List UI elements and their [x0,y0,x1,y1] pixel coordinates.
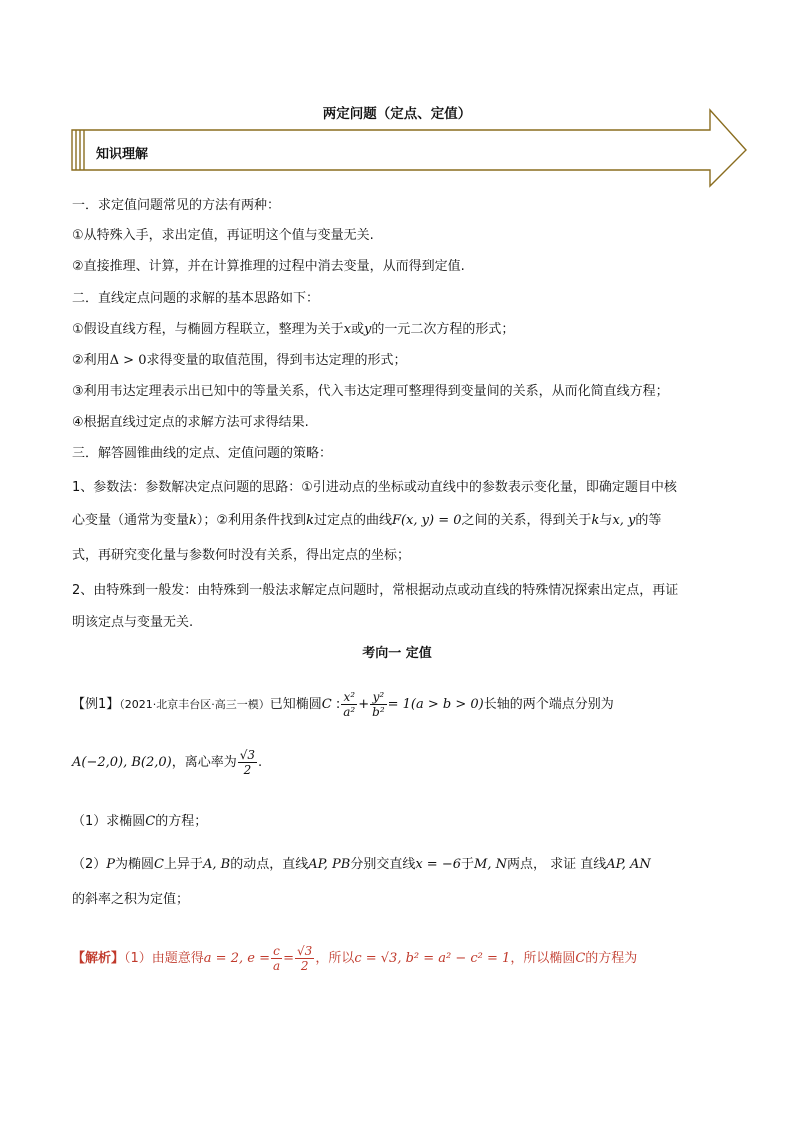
fraction: $\frac{\text{y²}}{\text{b²}}$ [372,690,385,719]
fraction: $\frac{c}{a}$ [272,944,281,973]
page-title: 两定问题（定点、定值） [322,106,472,122]
example-1-line2: A(−2,0), B(2,0)，离心率为 $\frac{√3}{2}$ . [72,748,263,777]
section3-heading: 三．解答圆锥曲线的定点、定值问题的策略： [72,446,333,461]
example-1: 【例1】（2021·北京丰台区·高三一模）已知椭圆C : $\frac{\text{x²}}{\text{a²}}$ + $\frac{\text{y²}}{\text{b²}}$ = 1(a > b > 0)长轴的两个端点分别为 [72,690,614,719]
section1-item-1: ①从特殊入手，求出定值，再证明这个值与变量无关. [72,228,374,243]
section2-heading: 二．直线定点问题的求解的基本思路如下： [72,291,320,306]
solution: 【解析】（1）由题意得a = 2, e = $\frac{c}{a}$ = $\frac{√3}{2}$ ，所以c = √3, b² = a² − c² = 1，所以椭圆C的方程为 [72,944,638,973]
section2-item-2: ②利用Δ > 0求得变量的取值范围，得到韦达定理的形式； [72,353,407,368]
question-2-line2: 的斜率之积为定值； [72,892,190,907]
section3-p1-line1: 1、参数法：参数解决定点问题的思路：①引进动点的坐标或动直线中的参数表示变化量，即确定题目中核 [72,480,677,495]
section3-p1-line3: 式，再研究变化量与参数何时没有关系，得出定点的坐标； [72,548,411,563]
question-1: （1）求椭圆C的方程； [72,814,208,829]
banner-label: 知识理解 [96,147,149,162]
section3-p2-line2: 明该定点与变量无关. [72,615,194,630]
section1-item-2: ②直接推理、计算，并在计算推理的过程中消去变量，从而得到定值. [72,259,465,274]
section3-p2-line1: 2、由特殊到一般发：由特殊到一般法求解定点问题时，常根据动点或动直线的特殊情况探索出定点，再证 [72,583,679,598]
fraction: $\frac{\text{x²}}{\text{a²}}$ [343,690,356,719]
section2-item-3: ③利用韦达定理表示出已知中的等量关系，代入韦达定理可整理得到变量间的关系，从而化简直线方程； [72,384,669,399]
fraction: $\frac{√3}{2}$ [297,944,313,973]
subsection-title: 考向一 定值 [362,646,432,661]
fraction: $\frac{√3}{2}$ [239,748,256,777]
question-2: （2）P为椭圆C上异于A, B的动点，直线AP, PB分别交直线x = −6于M, N两点， 求证 直线AP, AN [72,857,651,872]
section2-item-4: ④根据直线过定点的求解方法可求得结果. [72,415,309,430]
section2-item-1: ①假设直线方程，与椭圆方程联立，整理为关于x或y的一元二次方程的形式； [72,322,515,337]
banner-arrow [70,108,748,188]
section1-heading: 一．求定值问题常见的方法有两种： [72,198,281,213]
section3-p1-line2: 心变量（通常为变量k）；②利用条件找到k过定点的曲线F(x, y) = 0之间的关系，得到关于k与x, y的等 [72,513,662,528]
